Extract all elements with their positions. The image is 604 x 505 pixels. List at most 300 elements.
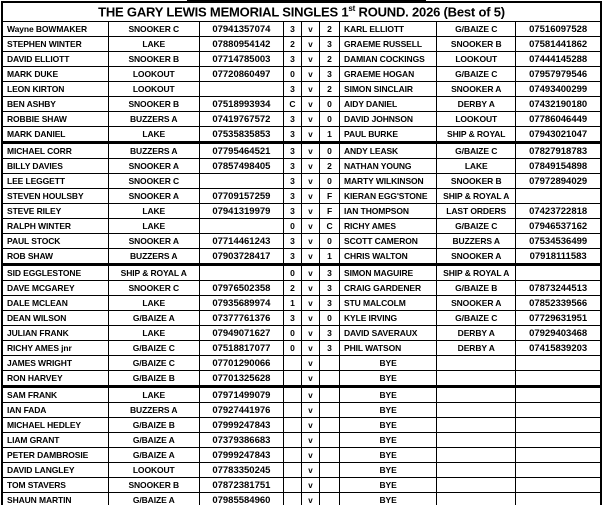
score1-cell: 3 bbox=[283, 311, 301, 326]
player1-phone-cell: 07971499079 bbox=[199, 387, 283, 403]
score1-cell: 3 bbox=[283, 22, 301, 37]
vs-cell: v bbox=[301, 493, 319, 505]
player2-phone-cell bbox=[516, 463, 601, 478]
player1-venue-cell: G/BAIZE A bbox=[108, 448, 199, 463]
vs-cell: v bbox=[301, 159, 319, 174]
player2-venue-cell bbox=[437, 478, 516, 493]
player1-name-cell: LIAM GRANT bbox=[2, 433, 108, 448]
player1-phone-cell: 07518993934 bbox=[199, 97, 283, 112]
vs-cell: v bbox=[301, 387, 319, 403]
player1-name-cell: PETER DAMBROSIE bbox=[2, 448, 108, 463]
score2-cell: C bbox=[319, 219, 339, 234]
player1-name-cell: LEE LEGGETT bbox=[2, 174, 108, 189]
player1-venue-cell: G/BAIZE B bbox=[108, 418, 199, 433]
player2-phone-cell: 07873244513 bbox=[516, 281, 601, 296]
player2-name-cell: BYE bbox=[340, 478, 437, 493]
player2-venue-cell: BUZZERS A bbox=[437, 234, 516, 249]
score1-cell bbox=[283, 433, 301, 448]
player2-venue-cell bbox=[437, 433, 516, 448]
vs-cell: v bbox=[301, 67, 319, 82]
player2-name-cell: SCOTT CAMERON bbox=[340, 234, 437, 249]
player2-name-cell: AIDY DANIEL bbox=[340, 97, 437, 112]
player2-venue-cell bbox=[437, 463, 516, 478]
match-row bbox=[2, 281, 601, 296]
player1-name-cell: RON HARVEY bbox=[2, 371, 108, 387]
player2-venue-cell: SNOOKER A bbox=[437, 296, 516, 311]
match-row bbox=[2, 249, 601, 265]
player1-name-cell: RICHY AMES jnr bbox=[2, 341, 108, 356]
match-row bbox=[2, 433, 601, 448]
player1-name-cell: TOM STAVERS bbox=[2, 478, 108, 493]
player2-venue-cell: SHIP & ROYAL bbox=[437, 127, 516, 143]
vs-cell: v bbox=[301, 52, 319, 67]
player1-name-cell: SAM FRANK bbox=[2, 387, 108, 403]
player2-venue-cell bbox=[437, 356, 516, 371]
player2-phone-cell: 07849154898 bbox=[516, 159, 601, 174]
score2-cell: 2 bbox=[319, 52, 339, 67]
match-row bbox=[2, 22, 601, 37]
player2-venue-cell: LAST ORDERS bbox=[437, 204, 516, 219]
score2-cell bbox=[319, 433, 339, 448]
player2-name-cell: BYE bbox=[340, 448, 437, 463]
score2-cell: 3 bbox=[319, 341, 339, 356]
score2-cell: 1 bbox=[319, 127, 339, 143]
player1-name-cell: STEVE RILEY bbox=[2, 204, 108, 219]
score1-cell: 0 bbox=[283, 326, 301, 341]
player2-name-cell: KIERAN EGG'STONE bbox=[340, 189, 437, 204]
player1-venue-cell: G/BAIZE A bbox=[108, 493, 199, 505]
score1-cell: 3 bbox=[283, 82, 301, 97]
score1-cell: 3 bbox=[283, 234, 301, 249]
player1-name-cell: RALPH WINTER bbox=[2, 219, 108, 234]
player2-name-cell: CHRIS WALTON bbox=[340, 249, 437, 265]
player1-phone-cell: 07999247843 bbox=[199, 448, 283, 463]
score1-cell: 0 bbox=[283, 67, 301, 82]
vs-cell: v bbox=[301, 22, 319, 37]
player1-venue-cell: BUZZERS A bbox=[108, 403, 199, 418]
player2-venue-cell: DERBY A bbox=[437, 326, 516, 341]
player2-phone-cell: 07852339566 bbox=[516, 296, 601, 311]
title-suffix: ROUND. 2026 (Best of 5) bbox=[355, 4, 505, 20]
player1-venue-cell: SNOOKER C bbox=[108, 281, 199, 296]
player1-phone-cell: 07985584960 bbox=[199, 493, 283, 505]
player2-phone-cell: 07827918783 bbox=[516, 143, 601, 159]
vs-cell: v bbox=[301, 341, 319, 356]
player1-phone-cell: 07903728417 bbox=[199, 249, 283, 265]
player2-name-cell: BYE bbox=[340, 463, 437, 478]
player1-venue-cell: SNOOKER B bbox=[108, 52, 199, 67]
player2-phone-cell: 07786046449 bbox=[516, 112, 601, 127]
vs-cell: v bbox=[301, 326, 319, 341]
player2-name-cell: BYE bbox=[340, 356, 437, 371]
match-row bbox=[2, 204, 601, 219]
player2-phone-cell: 07972894029 bbox=[516, 174, 601, 189]
player2-name-cell: STU MALCOLM bbox=[340, 296, 437, 311]
player2-venue-cell: SNOOKER B bbox=[437, 174, 516, 189]
player1-name-cell: SHAUN MARTIN bbox=[2, 493, 108, 505]
player2-venue-cell: DERBY A bbox=[437, 97, 516, 112]
player1-phone-cell: 07535835853 bbox=[199, 127, 283, 143]
player1-venue-cell: SNOOKER A bbox=[108, 189, 199, 204]
vs-cell: v bbox=[301, 448, 319, 463]
score2-cell bbox=[319, 418, 339, 433]
score2-cell: 0 bbox=[319, 234, 339, 249]
player1-name-cell: MARK DUKE bbox=[2, 67, 108, 82]
vs-cell: v bbox=[301, 371, 319, 387]
score2-cell: 0 bbox=[319, 143, 339, 159]
vs-cell: v bbox=[301, 463, 319, 478]
player1-venue-cell: G/BAIZE A bbox=[108, 311, 199, 326]
player2-name-cell: BYE bbox=[340, 387, 437, 403]
player2-phone-cell: 07415839203 bbox=[516, 341, 601, 356]
player1-phone-cell: 07379386683 bbox=[199, 433, 283, 448]
match-row bbox=[2, 326, 601, 341]
match-row bbox=[2, 82, 601, 97]
player1-venue-cell: BUZZERS A bbox=[108, 143, 199, 159]
player2-phone-cell bbox=[516, 356, 601, 371]
player1-name-cell: DAVID ELLIOTT bbox=[2, 52, 108, 67]
player1-phone-cell: 07880954142 bbox=[199, 37, 283, 52]
player2-name-cell: KYLE IRVING bbox=[340, 311, 437, 326]
score1-cell bbox=[283, 478, 301, 493]
player2-venue-cell: SNOOKER A bbox=[437, 249, 516, 265]
player2-venue-cell: G/BAIZE B bbox=[437, 281, 516, 296]
player2-venue-cell bbox=[437, 371, 516, 387]
player2-name-cell: CRAIG GARDENER bbox=[340, 281, 437, 296]
player1-venue-cell: G/BAIZE B bbox=[108, 371, 199, 387]
player1-venue-cell: LAKE bbox=[108, 37, 199, 52]
vs-cell: v bbox=[301, 433, 319, 448]
score1-cell: 3 bbox=[283, 52, 301, 67]
player2-phone-cell: 07581441862 bbox=[516, 37, 601, 52]
player1-phone-cell bbox=[199, 174, 283, 189]
player1-phone-cell: 07935689974 bbox=[199, 296, 283, 311]
match-row bbox=[2, 265, 601, 281]
player1-phone-cell bbox=[199, 265, 283, 281]
player1-name-cell: DAVE MCGAREY bbox=[2, 281, 108, 296]
fixtures-table bbox=[1, 1, 602, 505]
player1-name-cell: STEVEN HOULSBY bbox=[2, 189, 108, 204]
score1-cell: 1 bbox=[283, 296, 301, 311]
player1-name-cell: LEON KIRTON bbox=[2, 82, 108, 97]
player2-venue-cell: SHIP & ROYAL A bbox=[437, 189, 516, 204]
player1-phone-cell: 07419767572 bbox=[199, 112, 283, 127]
player1-venue-cell: LOOKOUT bbox=[108, 82, 199, 97]
player2-venue-cell: SNOOKER B bbox=[437, 37, 516, 52]
player2-phone-cell: 07946537162 bbox=[516, 219, 601, 234]
score2-cell: 0 bbox=[319, 311, 339, 326]
player1-venue-cell: LAKE bbox=[108, 296, 199, 311]
player2-name-cell: BYE bbox=[340, 493, 437, 505]
match-row bbox=[2, 67, 601, 82]
player2-venue-cell: G/BAIZE C bbox=[437, 311, 516, 326]
score2-cell: 0 bbox=[319, 112, 339, 127]
player2-phone-cell bbox=[516, 418, 601, 433]
score1-cell: 2 bbox=[283, 37, 301, 52]
player2-venue-cell: G/BAIZE C bbox=[437, 219, 516, 234]
player1-phone-cell: 07795464521 bbox=[199, 143, 283, 159]
score2-cell bbox=[319, 371, 339, 387]
score1-cell: 3 bbox=[283, 204, 301, 219]
player1-phone-cell: 07872381751 bbox=[199, 478, 283, 493]
player2-phone-cell: 07929403468 bbox=[516, 326, 601, 341]
match-row bbox=[2, 371, 601, 387]
player1-name-cell: ROBBIE SHAW bbox=[2, 112, 108, 127]
player1-phone-cell: 07377761376 bbox=[199, 311, 283, 326]
vs-cell: v bbox=[301, 189, 319, 204]
score2-cell bbox=[319, 448, 339, 463]
player2-name-cell: GRAEME HOGAN bbox=[340, 67, 437, 82]
player2-name-cell: KARL ELLIOTT bbox=[340, 22, 437, 37]
player1-phone-cell: 07709157259 bbox=[199, 189, 283, 204]
match-row bbox=[2, 37, 601, 52]
player1-phone-cell: 07857498405 bbox=[199, 159, 283, 174]
player1-venue-cell: BUZZERS A bbox=[108, 112, 199, 127]
player1-venue-cell: SHIP & ROYAL A bbox=[108, 265, 199, 281]
score1-cell: 3 bbox=[283, 189, 301, 204]
player1-venue-cell: SNOOKER B bbox=[108, 478, 199, 493]
score1-cell bbox=[283, 448, 301, 463]
player1-phone-cell: 07701325628 bbox=[199, 371, 283, 387]
score2-cell: 3 bbox=[319, 37, 339, 52]
player1-venue-cell: G/BAIZE C bbox=[108, 356, 199, 371]
vs-cell: v bbox=[301, 37, 319, 52]
vs-cell: v bbox=[301, 219, 319, 234]
vs-cell: v bbox=[301, 97, 319, 112]
match-row bbox=[2, 127, 601, 143]
player1-name-cell: STEPHEN WINTER bbox=[2, 37, 108, 52]
player1-phone-cell: 07941357074 bbox=[199, 22, 283, 37]
player2-venue-cell bbox=[437, 387, 516, 403]
match-row bbox=[2, 493, 601, 505]
player1-name-cell: MARK DANIEL bbox=[2, 127, 108, 143]
player2-name-cell: ANDY LEASK bbox=[340, 143, 437, 159]
player1-name-cell: ROB SHAW bbox=[2, 249, 108, 265]
player2-phone-cell bbox=[516, 189, 601, 204]
player1-venue-cell: LAKE bbox=[108, 219, 199, 234]
title-superscript: st bbox=[348, 4, 356, 14]
vs-cell: v bbox=[301, 204, 319, 219]
score1-cell: 2 bbox=[283, 281, 301, 296]
vs-cell: v bbox=[301, 112, 319, 127]
match-row bbox=[2, 219, 601, 234]
player2-name-cell: PAUL BURKE bbox=[340, 127, 437, 143]
player1-venue-cell: SNOOKER A bbox=[108, 234, 199, 249]
player1-venue-cell: LAKE bbox=[108, 127, 199, 143]
player1-name-cell: DAVID LANGLEY bbox=[2, 463, 108, 478]
player1-venue-cell: SNOOKER B bbox=[108, 97, 199, 112]
player2-phone-cell: 07729631951 bbox=[516, 311, 601, 326]
player1-phone-cell: 07518817077 bbox=[199, 341, 283, 356]
player2-phone-cell: 07918111583 bbox=[516, 249, 601, 265]
page-title bbox=[2, 2, 601, 22]
score1-cell: 3 bbox=[283, 112, 301, 127]
player1-venue-cell: LOOKOUT bbox=[108, 67, 199, 82]
player1-name-cell: JULIAN FRANK bbox=[2, 326, 108, 341]
player1-name-cell: MICHAEL HEDLEY bbox=[2, 418, 108, 433]
player2-name-cell: DAVID JOHNSON bbox=[340, 112, 437, 127]
player2-venue-cell bbox=[437, 418, 516, 433]
vs-cell: v bbox=[301, 234, 319, 249]
player2-phone-cell bbox=[516, 493, 601, 505]
player1-phone-cell bbox=[199, 82, 283, 97]
match-row bbox=[2, 311, 601, 326]
score1-cell bbox=[283, 356, 301, 371]
player1-name-cell: Wayne BOWMAKER bbox=[2, 22, 108, 37]
score2-cell bbox=[319, 403, 339, 418]
vs-cell: v bbox=[301, 418, 319, 433]
player2-phone-cell bbox=[516, 448, 601, 463]
player1-phone-cell: 07714785003 bbox=[199, 52, 283, 67]
score1-cell bbox=[283, 493, 301, 505]
score1-cell: 3 bbox=[283, 127, 301, 143]
player2-venue-cell: G/BAIZE C bbox=[437, 67, 516, 82]
player1-venue-cell: LAKE bbox=[108, 387, 199, 403]
player2-phone-cell: 07534536499 bbox=[516, 234, 601, 249]
player1-venue-cell: SNOOKER C bbox=[108, 174, 199, 189]
score1-cell: 0 bbox=[283, 265, 301, 281]
player1-name-cell: DEAN WILSON bbox=[2, 311, 108, 326]
score1-cell bbox=[283, 371, 301, 387]
player2-venue-cell: G/BAIZE C bbox=[437, 22, 516, 37]
player2-phone-cell: 07423722818 bbox=[516, 204, 601, 219]
score2-cell: 0 bbox=[319, 174, 339, 189]
match-row bbox=[2, 112, 601, 127]
match-row bbox=[2, 448, 601, 463]
player1-phone-cell: 07701290066 bbox=[199, 356, 283, 371]
player1-venue-cell: G/BAIZE C bbox=[108, 341, 199, 356]
vs-cell: v bbox=[301, 296, 319, 311]
vs-cell: v bbox=[301, 82, 319, 97]
player1-phone-cell: 07949071627 bbox=[199, 326, 283, 341]
player1-phone-cell: 07976502358 bbox=[199, 281, 283, 296]
score1-cell: 3 bbox=[283, 249, 301, 265]
player2-name-cell: BYE bbox=[340, 371, 437, 387]
match-row bbox=[2, 403, 601, 418]
score1-cell bbox=[283, 403, 301, 418]
player2-name-cell: BYE bbox=[340, 403, 437, 418]
player1-phone-cell: 07714461243 bbox=[199, 234, 283, 249]
player1-venue-cell: LAKE bbox=[108, 204, 199, 219]
match-row bbox=[2, 296, 601, 311]
match-row bbox=[2, 52, 601, 67]
player2-phone-cell bbox=[516, 265, 601, 281]
vs-cell: v bbox=[301, 403, 319, 418]
player2-name-cell: NATHAN YOUNG bbox=[340, 159, 437, 174]
player2-phone-cell: 07432190180 bbox=[516, 97, 601, 112]
player1-name-cell: JAMES WRIGHT bbox=[2, 356, 108, 371]
player2-phone-cell: 07444145288 bbox=[516, 52, 601, 67]
player1-name-cell: IAN FADA bbox=[2, 403, 108, 418]
player2-name-cell: BYE bbox=[340, 433, 437, 448]
match-row bbox=[2, 174, 601, 189]
player2-venue-cell: DERBY A bbox=[437, 341, 516, 356]
title-row bbox=[2, 2, 601, 22]
score1-cell: 0 bbox=[283, 341, 301, 356]
match-row bbox=[2, 189, 601, 204]
vs-cell: v bbox=[301, 478, 319, 493]
score2-cell: 3 bbox=[319, 326, 339, 341]
player2-phone-cell bbox=[516, 403, 601, 418]
player2-phone-cell: 07943021047 bbox=[516, 127, 601, 143]
match-row bbox=[2, 143, 601, 159]
player2-name-cell: BYE bbox=[340, 418, 437, 433]
score2-cell bbox=[319, 478, 339, 493]
player2-name-cell: SIMON MAGUIRE bbox=[340, 265, 437, 281]
player2-name-cell: MARTY WILKINSON bbox=[340, 174, 437, 189]
player2-venue-cell bbox=[437, 403, 516, 418]
vs-cell: v bbox=[301, 281, 319, 296]
player2-venue-cell bbox=[437, 448, 516, 463]
score2-cell bbox=[319, 463, 339, 478]
score2-cell: 1 bbox=[319, 249, 339, 265]
vs-cell: v bbox=[301, 143, 319, 159]
score2-cell: 2 bbox=[319, 22, 339, 37]
score2-cell: 0 bbox=[319, 97, 339, 112]
player2-name-cell: DAVID SAVERAUX bbox=[340, 326, 437, 341]
player2-venue-cell bbox=[437, 493, 516, 505]
player2-name-cell: PHIL WATSON bbox=[340, 341, 437, 356]
player2-name-cell: RICHY AMES bbox=[340, 219, 437, 234]
player1-venue-cell: LAKE bbox=[108, 326, 199, 341]
player1-venue-cell: SNOOKER A bbox=[108, 159, 199, 174]
score2-cell bbox=[319, 356, 339, 371]
player2-phone-cell: 07957979546 bbox=[516, 67, 601, 82]
vs-cell: v bbox=[301, 249, 319, 265]
player1-venue-cell: LOOKOUT bbox=[108, 463, 199, 478]
score1-cell bbox=[283, 387, 301, 403]
score1-cell: 3 bbox=[283, 143, 301, 159]
score2-cell: 3 bbox=[319, 265, 339, 281]
match-row bbox=[2, 387, 601, 403]
player2-venue-cell: LAKE bbox=[437, 159, 516, 174]
player2-phone-cell: 07516097528 bbox=[516, 22, 601, 37]
score2-cell: F bbox=[319, 204, 339, 219]
match-row bbox=[2, 159, 601, 174]
player2-venue-cell: G/BAIZE C bbox=[437, 143, 516, 159]
player2-phone-cell bbox=[516, 387, 601, 403]
player2-name-cell: IAN THOMPSON bbox=[340, 204, 437, 219]
player2-venue-cell: LOOKOUT bbox=[437, 52, 516, 67]
score2-cell bbox=[319, 387, 339, 403]
score1-cell: C bbox=[283, 97, 301, 112]
match-row bbox=[2, 478, 601, 493]
player2-name-cell: DAMIAN COCKINGS bbox=[340, 52, 437, 67]
player1-phone-cell: 07927441976 bbox=[199, 403, 283, 418]
player1-name-cell: BILLY DAVIES bbox=[2, 159, 108, 174]
score2-cell: 2 bbox=[319, 159, 339, 174]
match-row bbox=[2, 234, 601, 249]
player1-phone-cell: 07783350245 bbox=[199, 463, 283, 478]
player2-name-cell: GRAEME RUSSELL bbox=[340, 37, 437, 52]
player1-phone-cell: 07941319979 bbox=[199, 204, 283, 219]
match-row bbox=[2, 356, 601, 371]
player2-venue-cell: LOOKOUT bbox=[437, 112, 516, 127]
player1-venue-cell: G/BAIZE A bbox=[108, 433, 199, 448]
player1-phone-cell: 07720860497 bbox=[199, 67, 283, 82]
player1-name-cell: PAUL STOCK bbox=[2, 234, 108, 249]
title-prefix: THE GARY LEWIS MEMORIAL SINGLES 1 bbox=[98, 4, 349, 20]
score1-cell: 3 bbox=[283, 159, 301, 174]
player2-phone-cell bbox=[516, 371, 601, 387]
score2-cell: 3 bbox=[319, 67, 339, 82]
score2-cell: F bbox=[319, 189, 339, 204]
player2-phone-cell bbox=[516, 478, 601, 493]
vs-cell: v bbox=[301, 127, 319, 143]
score1-cell bbox=[283, 418, 301, 433]
vs-cell: v bbox=[301, 174, 319, 189]
score2-cell: 3 bbox=[319, 296, 339, 311]
